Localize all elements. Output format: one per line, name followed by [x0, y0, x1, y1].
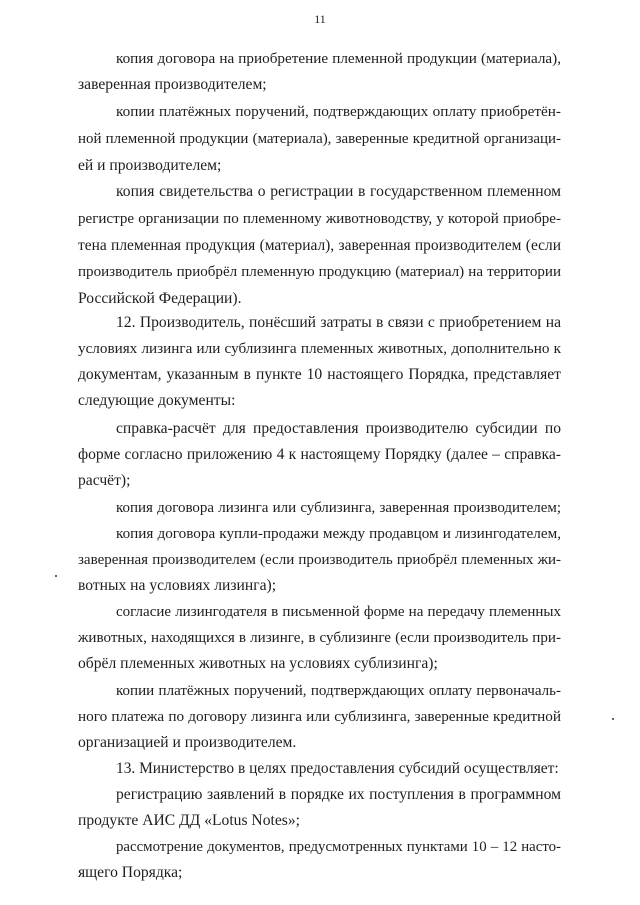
text-line: следующие документы:	[78, 392, 236, 409]
text-line: копия договора на приобретение племенной продукции (материала),	[116, 50, 561, 67]
text-line: тена племенная продукция (материал), заверенная производителем (если	[78, 237, 561, 254]
text-line: Российской Федерации).	[78, 290, 242, 307]
text-line: ящего Порядка;	[78, 864, 183, 881]
text-line: животных, находящихся в лизинге, в сублизинге (если производитель при-	[78, 630, 561, 646]
text-line: ной племенной продукции (материала), заверенные кредитной организаци-	[78, 131, 561, 147]
text-line: вотных на условиях лизинга);	[78, 577, 277, 594]
text-line: документам, указанным в пункте 10 настоящего Порядка, представляет	[78, 366, 561, 383]
text-line: условиях лизинга или сублизинга племенных животных, дополнительно к	[78, 340, 561, 357]
text-line: копии платёжных поручений, подтверждающих оплату первоначаль-	[116, 683, 561, 699]
text-line: ного платежа по договору лизинга или сублизинга, заверенные кредитной	[78, 708, 561, 725]
text-line: копия договора лизинга или сублизинга, заверенная производителем;	[116, 500, 561, 516]
text-line: производитель приобрёл племенную продукцию (материал) на территории	[78, 264, 561, 280]
text-line: форме согласно приложению 4 к настоящему Порядку (далее – справка-	[78, 446, 561, 463]
text-line: копии платёжных поручений, подтверждающих оплату приобретён-	[116, 103, 561, 120]
text-line: 13. Министерство в целях предоставления субсидий осуществляет:	[116, 760, 559, 777]
text-line: справка-расчёт для предоставления производителю субсидии по	[116, 420, 561, 437]
text-line: заверенная производителем (если производитель приобрёл племенных жи-	[78, 552, 561, 568]
page-number: 11	[314, 12, 326, 26]
text-line: регистрацию заявлений в порядке их поступления в программном	[116, 786, 561, 803]
text-line: рассмотрение документов, предусмотренных пунктами 10 – 12 насто-	[116, 839, 561, 855]
text-line: продукте АИС ДД «Lotus Notes»;	[78, 812, 300, 829]
text-line: обрёл племенных животных на условиях сублизинга);	[78, 655, 438, 672]
text-line: 12. Производитель, понёсший затраты в связи с приобретением на	[116, 314, 561, 331]
text-line: копия свидетельства о регистрации в государственном племенном	[116, 183, 561, 200]
text-line: согласие лизингодателя в письменной форме на передачу племенных	[116, 604, 561, 620]
text-line: заверенная производителем;	[78, 76, 267, 93]
text-line: ей и производителем;	[78, 157, 222, 174]
scan-speck	[55, 575, 57, 577]
scan-speck	[612, 718, 614, 720]
text-line: регистре организации по племенному животноводству, у которой приобре-	[78, 211, 561, 227]
text-line: копия договора купли-продажи между продавцом и лизингодателем,	[116, 525, 561, 542]
text-line: организацией и производителем.	[78, 734, 297, 751]
text-line: расчёт);	[78, 472, 131, 489]
